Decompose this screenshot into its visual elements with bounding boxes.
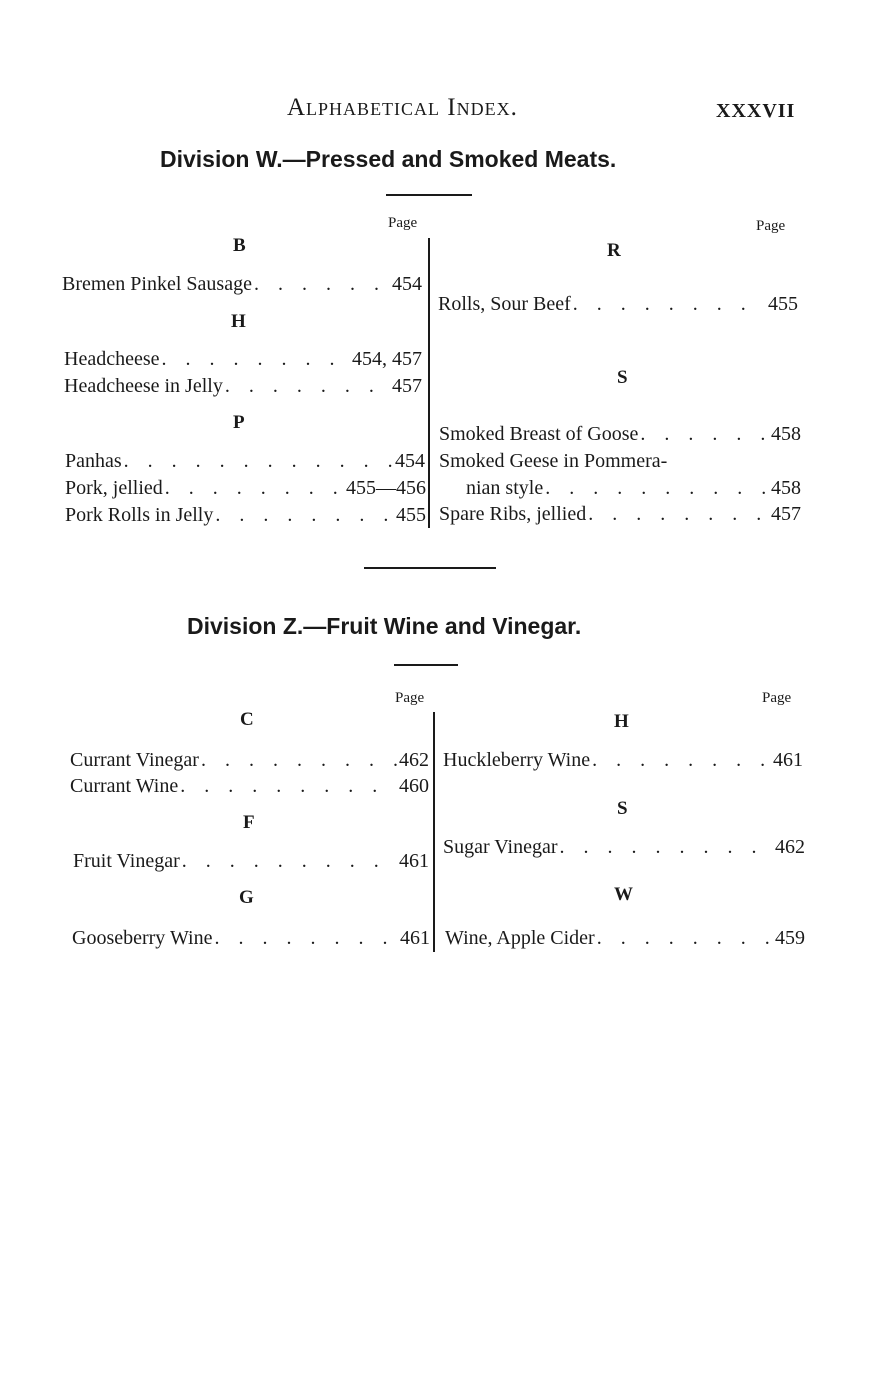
entry-label: Gooseberry Wine [72,927,213,949]
entry-label: Panhas [65,450,122,472]
entry-label: Pork Rolls in Jelly [65,504,214,526]
entry-page: 459 [775,927,805,949]
entry-label: Smoked Geese in Pommera- [439,450,668,472]
index-entry [72,925,430,951]
index-entry [466,475,801,501]
leader-dots [199,747,397,773]
leader-dots [543,475,769,501]
entry-page: 462 [399,749,429,771]
entry-page: 461 [399,850,429,872]
index-entry [65,502,426,528]
division-w-column-divider [428,238,430,528]
index-entry [65,475,426,501]
index-entry [438,291,798,317]
entry-label: Sugar Vinegar [443,836,558,858]
entry-label: Fruit Vinegar [73,850,180,872]
entry-page: 454 [395,450,425,472]
index-entry [443,747,803,773]
index-entry [443,834,805,860]
leader-dots [178,773,397,799]
entry-label: Smoked Breast of Goose [439,423,639,445]
entry-page: 458 [771,423,801,445]
leader-dots [223,373,390,399]
leader-dots [122,448,393,474]
division-w-title-rule [386,194,472,196]
index-entry [62,271,422,297]
entry-page: 461 [400,927,430,949]
entry-label: Pork, jellied [65,477,163,499]
leader-dots [180,848,397,874]
letter-heading-h: H [614,711,629,732]
leader-dots [213,502,394,528]
division-z-column-divider [433,712,435,952]
division-z-title-rule [394,664,458,666]
entry-page: 458 [771,477,801,499]
leader-dots [595,925,773,951]
entry-page: 455 [396,504,426,526]
entry-page: 457 [771,503,801,525]
division-z-title: Division Z.—Fruit Wine and Vinegar. [187,613,582,639]
leader-dots [212,925,398,951]
entry-label: Huckleberry Wine [443,749,591,771]
division-z-right-page-header: Page [762,690,792,706]
entry-page: 454 [392,273,422,295]
entry-label: Wine, Apple Cider [445,927,595,949]
section-separator [364,567,496,569]
leader-dots [571,291,766,317]
entry-page: 455—456 [346,477,426,499]
index-entry [439,501,801,527]
index-entry [64,373,422,399]
letter-heading-w: W [614,884,633,905]
entry-label: Headcheese [64,348,160,370]
index-entry [65,448,425,474]
index-entry [445,925,805,951]
leader-dots [558,834,773,860]
letter-heading-r: R [607,240,621,261]
leader-dots [590,747,771,773]
entry-page: 455 [768,293,798,315]
letter-heading-f: F [243,812,255,833]
entry-page: 457 [392,375,422,397]
letter-heading-g: G [239,887,254,908]
leader-dots [586,501,769,527]
division-w-title: Division W.—Pressed and Smoked Meats. [160,146,617,172]
leader-dots [638,421,769,447]
index-entry [73,848,429,874]
entry-label: Bremen Pinkel Sausage [62,273,252,295]
index-entry [64,346,422,372]
letter-heading-p: P [233,412,245,433]
entry-page: 461 [773,749,803,771]
letter-heading-h: H [231,311,246,332]
page-folio: XXXVII [716,100,796,122]
leader-dots [160,346,351,372]
leader-dots [163,475,344,501]
entry-page: 460 [399,775,429,797]
entry-label: Currant Vinegar [70,749,199,771]
running-title: Alphabetical Index. [287,94,518,121]
entry-label: Currant Wine [70,775,179,797]
index-entry [70,747,429,773]
entry-label-continuation: nian style [466,477,544,499]
entry-label: Rolls, Sour Beef [438,293,571,315]
entry-page: 462 [775,836,805,858]
entry-page: 454, 457 [352,348,422,370]
entry-label: Headcheese in Jelly [64,375,223,397]
division-w-left-page-header: Page [388,215,418,231]
letter-heading-s: S [617,367,628,388]
index-entry [439,421,801,447]
division-z-left-page-header: Page [395,690,425,706]
leader-dots [252,271,390,297]
letter-heading-b: B [233,235,246,256]
division-w-right-page-header: Page [756,218,786,234]
letter-heading-s: S [617,798,628,819]
letter-heading-c: C [240,709,254,730]
index-entry [70,773,429,799]
entry-label: Spare Ribs, jellied [439,503,587,525]
